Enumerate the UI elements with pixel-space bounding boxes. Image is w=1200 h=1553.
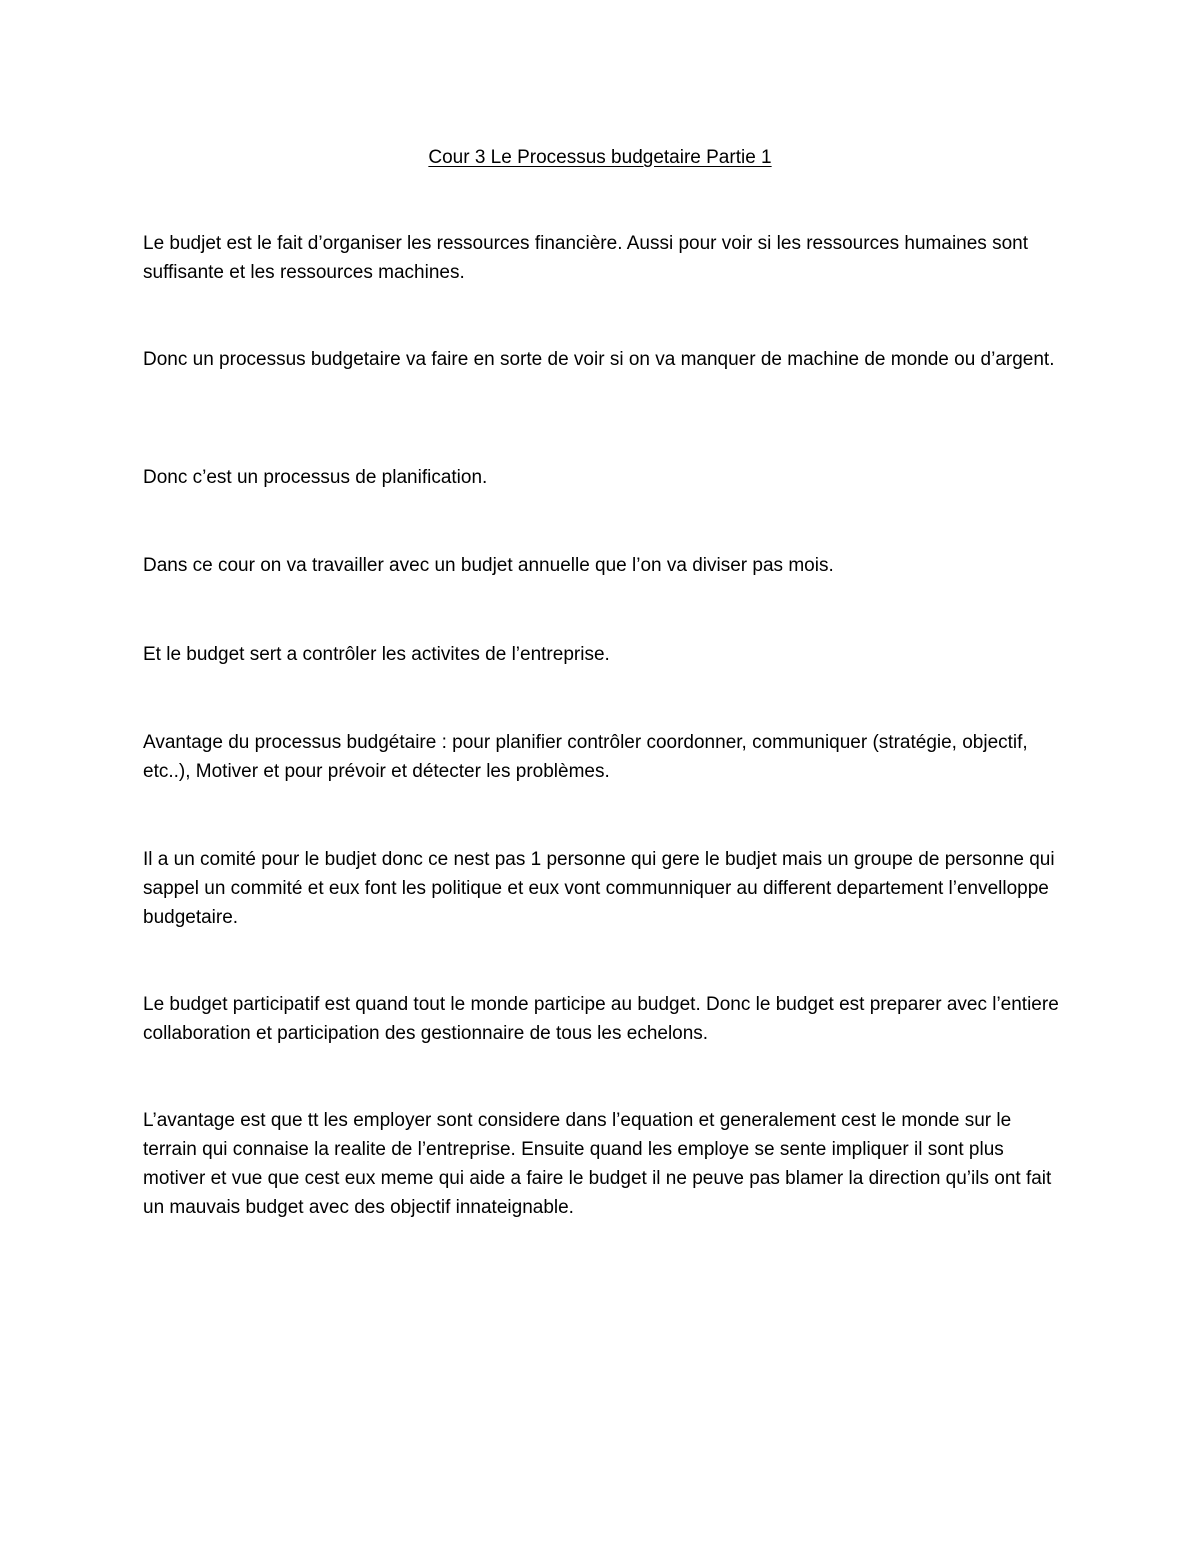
paragraph-budget-definition: Le budjet est le fait d’organiser les ressources financière. Aussi pour voir si les ressources humaines sont suffisante et les ressources machines. bbox=[143, 233, 1028, 283]
paragraph-advantages: Avantage du processus budgétaire : pour planifier contrôler coordonner, communiquer (stratégie, objectif, etc..), Motiver et pour prévoir et détecter les problèmes. bbox=[143, 732, 1028, 782]
paragraph-participative-budget: Le budget participatif est quand tout le monde participe au budget. Donc le budget est preparer avec l’entiere collaboration et participation des gestionnaire de tous les echelons. bbox=[143, 994, 1059, 1044]
paragraph-committee: Il a un comité pour le budjet donc ce nest pas 1 personne qui gere le budjet mais un groupe de personne qui sappel un commité et eux font les politique et eux vont communniquer au different departement l’envelloppe budgetaire. bbox=[143, 849, 1055, 928]
paragraph-control: Et le budget sert a contrôler les activites de l’entreprise. bbox=[143, 644, 610, 665]
paragraph-planning: Donc c’est un processus de planification. bbox=[143, 467, 488, 488]
paragraph-participative-advantage: L’avantage est que tt les employer sont considere dans l’equation et generalement cest le monde sur le terrain qui connaise la realite de l’entreprise. Ensuite quand les employe se sente impliquer il sont plus motiver et vue que cest eux meme qui aide a faire le budget il ne peuve pas blamer la direction qu’ils ont fait un mauvais budget avec des objectif innateignable. bbox=[143, 1110, 1052, 1218]
paragraph-budget-process: Donc un processus budgetaire va faire en sorte de voir si on va manquer de machine de monde ou d’argent. bbox=[143, 349, 1055, 370]
paragraph-annual-budget: Dans ce cour on va travailler avec un budjet annuelle que l’on va diviser pas mois. bbox=[143, 555, 834, 576]
document-title: Cour 3 Le Processus budgetaire Partie 1 bbox=[428, 147, 772, 168]
